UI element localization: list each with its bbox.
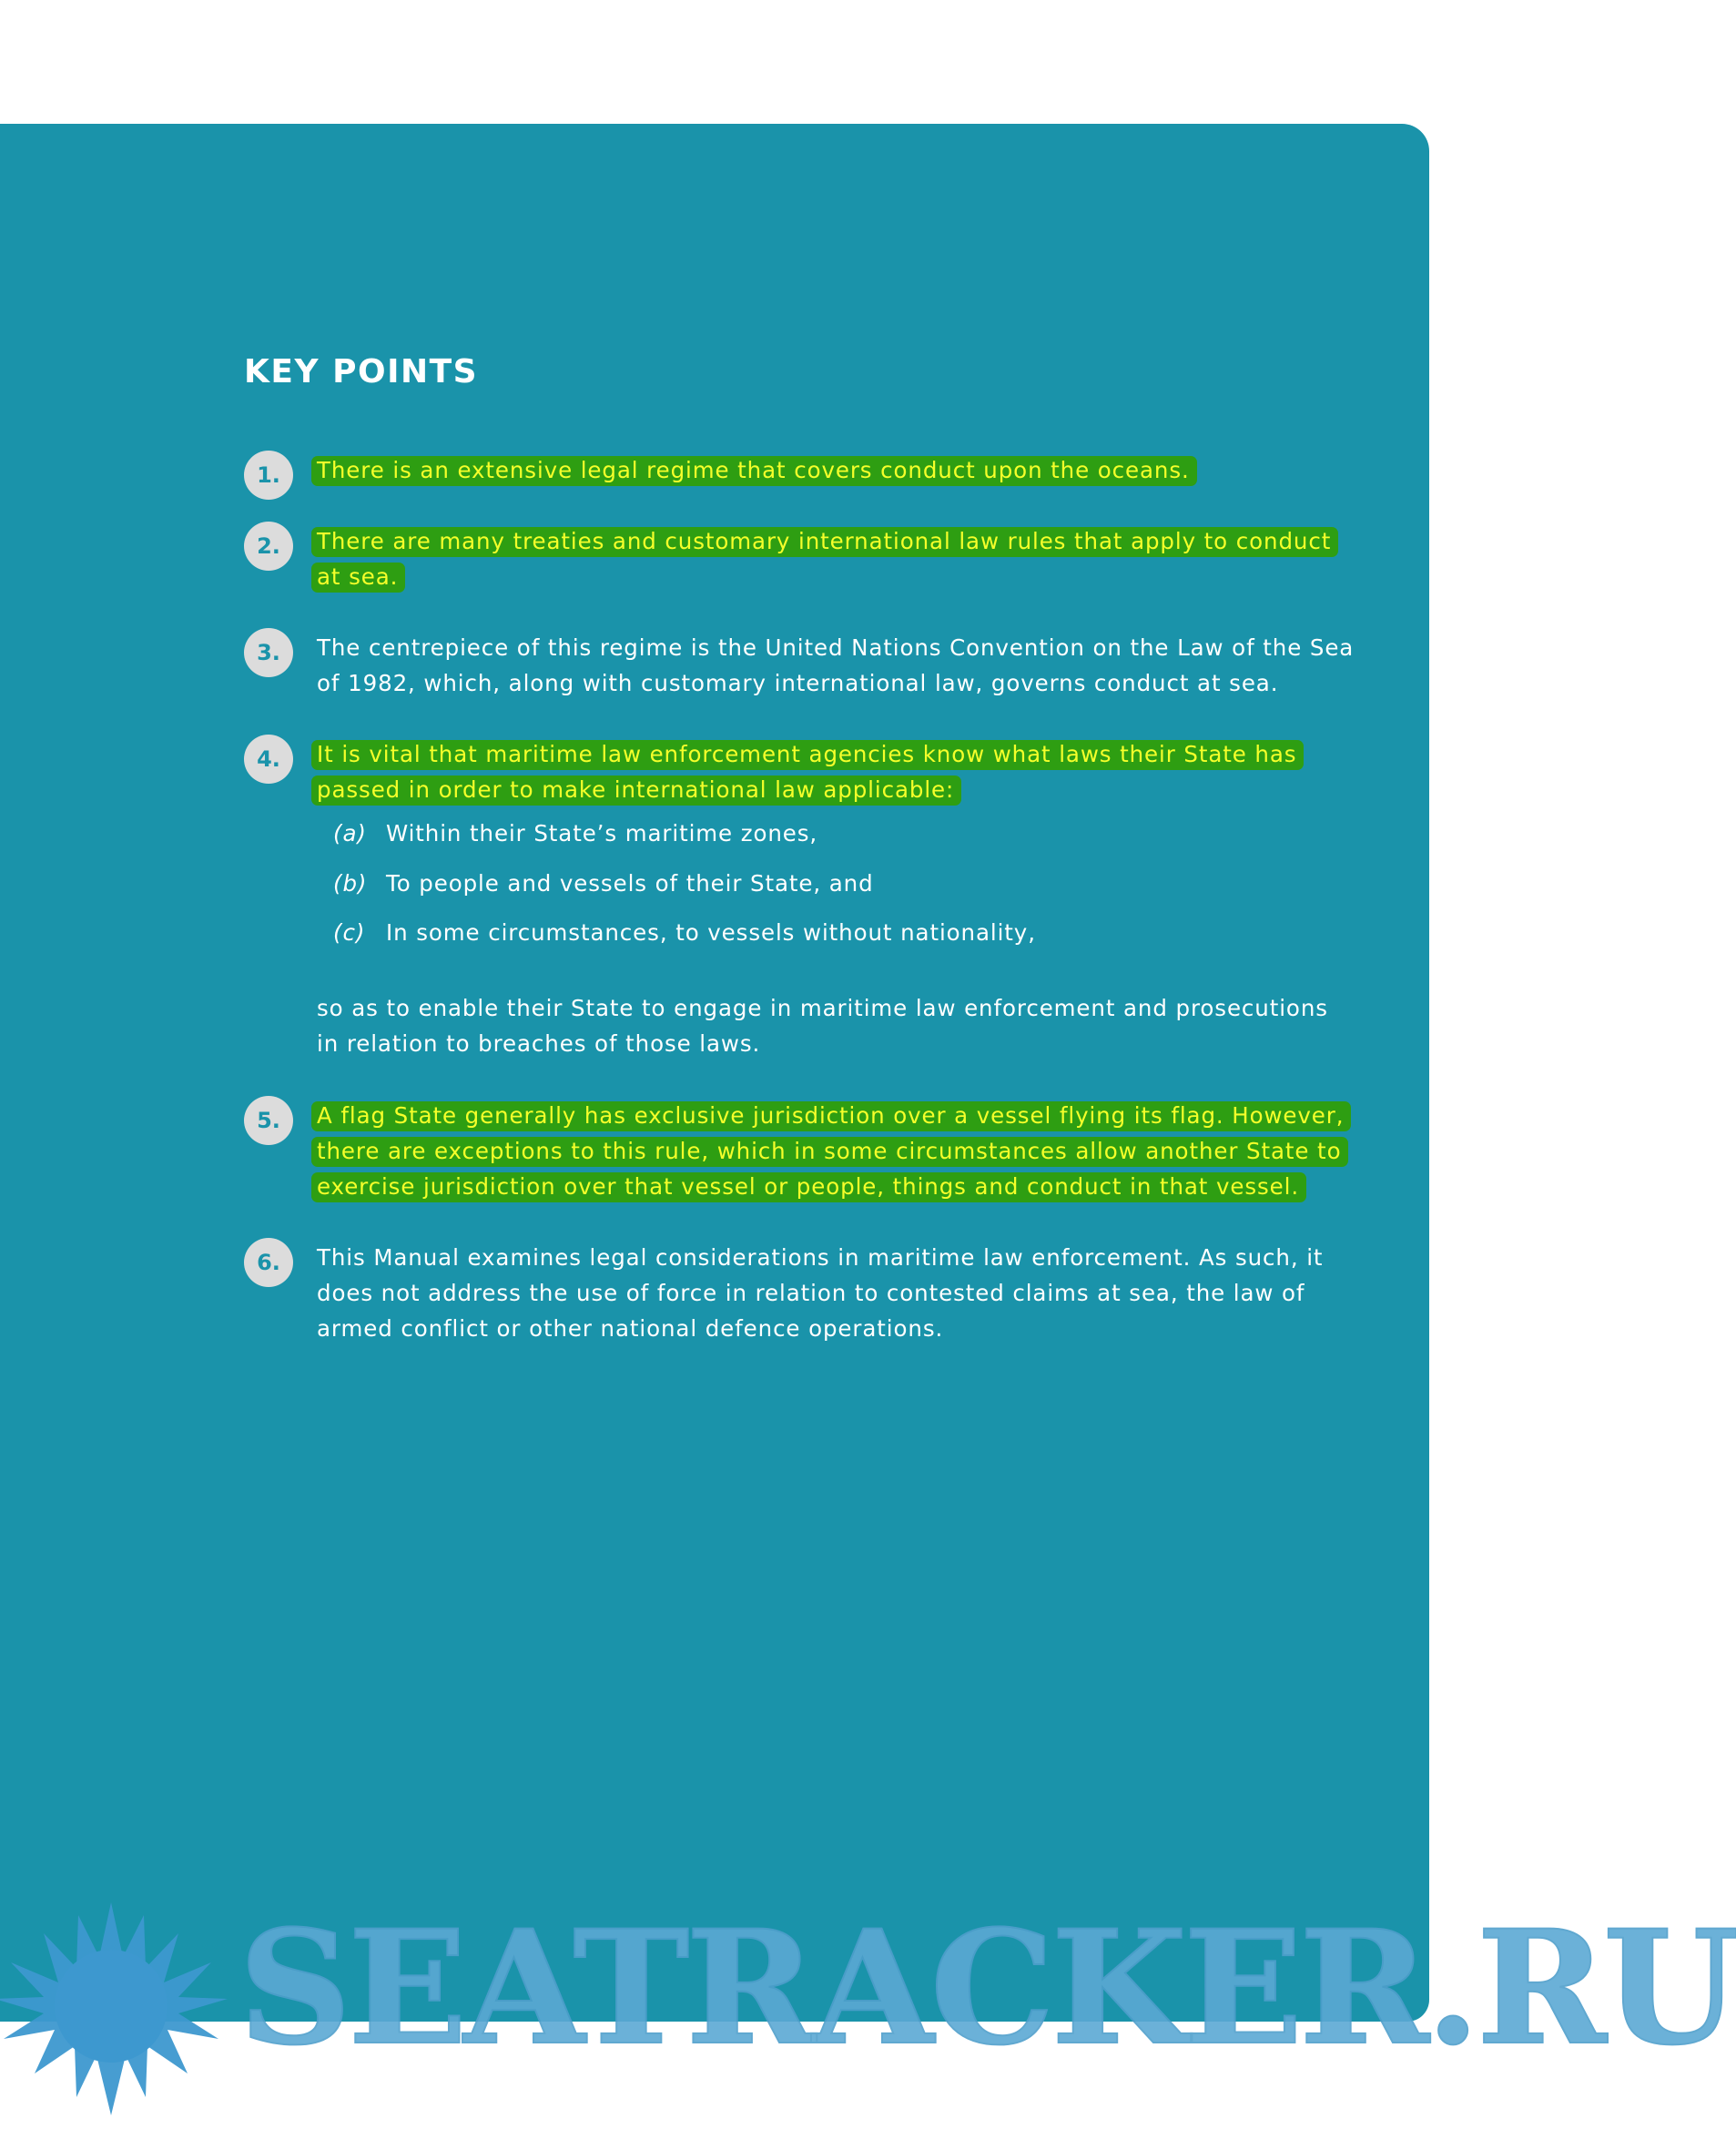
highlighted-text: There are many treaties and customary international law rules that apply to conduct (311, 527, 1338, 557)
highlighted-text: There is an extensive legal regime that covers conduct upon the oceans. (311, 456, 1197, 486)
highlighted-text: It is vital that maritime law enforcement agencies know what laws their State has (311, 740, 1304, 770)
sub-item-label: (a) (333, 820, 367, 847)
sub-item-text: To people and vessels of their State, and (386, 870, 874, 897)
highlighted-text: at sea. (311, 563, 405, 593)
point-number-badge: 4. (244, 735, 293, 784)
sub-item-text: Within their State’s maritime zones, (386, 820, 818, 847)
point-number-badge: 5. (244, 1096, 293, 1145)
page-title: KEY POINTS (244, 353, 479, 390)
point-number-badge: 2. (244, 522, 293, 571)
sub-item-label: (b) (333, 870, 368, 897)
highlighted-text: exercise jurisdiction over that vessel or people, things and conduct in that vessel. (311, 1172, 1306, 1202)
point-text (317, 452, 1391, 488)
sun-burst-icon (0, 1902, 228, 2115)
content-panel (0, 124, 1429, 2022)
point-text (317, 1240, 1391, 1346)
text-line: so as to enable their State to engage in maritime law enforcement and prosecutions (317, 995, 1328, 1021)
point-text (317, 630, 1391, 701)
sub-item-text: In some circumstances, to vessels without nationality, (386, 919, 1036, 946)
text-line: of 1982, which, along with customary international law, governs conduct at sea. (317, 670, 1279, 696)
highlighted-text: there are exceptions to this rule, which in some circumstances allow another State to (311, 1137, 1348, 1167)
text-line: This Manual examines legal considerations in maritime law enforcement. As such, it (317, 1244, 1324, 1271)
watermark-text: SEATRACKER.RU (239, 1895, 1736, 2080)
sub-item-c (333, 919, 1036, 946)
point-text (317, 1098, 1391, 1204)
point-number-badge: 3. (244, 628, 293, 677)
text-line: armed conflict or other national defence operations. (317, 1315, 944, 1342)
point-text (317, 523, 1391, 594)
text-line: does not address the use of force in relation to contested claims at sea, the law of (317, 1280, 1305, 1306)
point-continuation (317, 990, 1391, 1061)
point-number-badge: 1. (244, 451, 293, 500)
point-number-badge: 6. (244, 1238, 293, 1287)
highlighted-text: A flag State generally has exclusive jurisdiction over a vessel flying its flag. However, (311, 1101, 1351, 1131)
point-text (317, 736, 1391, 807)
highlighted-text: passed in order to make international law applicable: (311, 776, 961, 806)
sub-item-a (333, 820, 817, 847)
sub-item-b (333, 870, 874, 897)
sub-item-label: (c) (333, 919, 366, 946)
text-line: in relation to breaches of those laws. (317, 1030, 761, 1057)
text-line: The centrepiece of this regime is the United Nations Convention on the Law of the Sea (317, 634, 1355, 661)
